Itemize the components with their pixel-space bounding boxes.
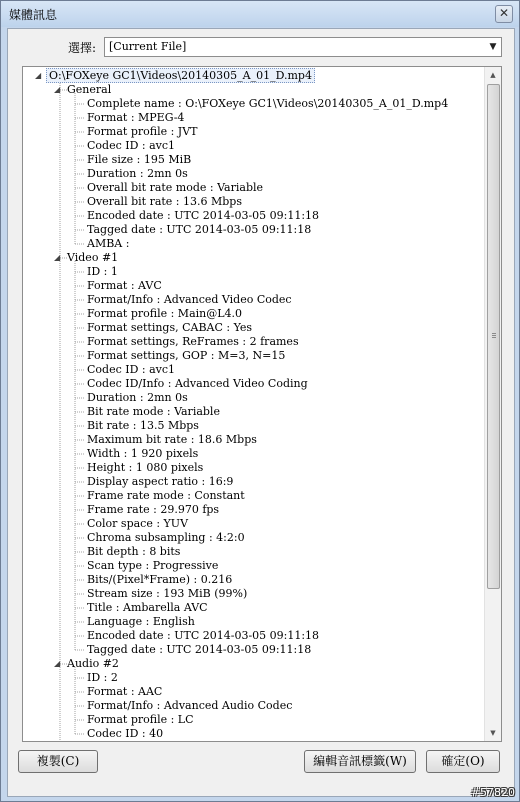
tree-item[interactable] xyxy=(87,643,311,656)
tree-item[interactable] xyxy=(87,335,299,348)
tree-item-label: Tagged date : UTC 2014-03-05 09:11:18 xyxy=(87,643,312,656)
tree-item[interactable] xyxy=(87,307,242,320)
tree-item[interactable] xyxy=(87,517,188,530)
tree-item-label: Codec ID : avc1 xyxy=(87,363,176,376)
tree-item-label: Encoded date : UTC 2014-03-05 09:11:18 xyxy=(87,209,320,222)
tree-item-label: File size : 195 MiB xyxy=(87,153,192,166)
tree-item-label: Format settings, ReFrames : 2 frames xyxy=(87,335,299,348)
tree-item[interactable] xyxy=(87,727,163,740)
tree-item-label: Stream size : 193 MiB (99%) xyxy=(87,587,248,600)
tree-item[interactable] xyxy=(87,181,263,194)
tree-item-label: Bits/(Pixel*Frame) : 0.216 xyxy=(87,573,233,586)
tree-root-label: O:\FOXeye GC1\Videos\20140305_A_01_D.mp4 xyxy=(46,68,315,83)
tree-item[interactable] xyxy=(87,139,175,152)
tree-item[interactable] xyxy=(87,111,184,124)
edit-audio-tags-button[interactable]: 編輯音訊標籤(W) xyxy=(304,750,416,773)
vertical-scrollbar[interactable] xyxy=(484,67,501,741)
tree-item-label: Format profile : Main@L4.0 xyxy=(87,307,243,320)
tree-item[interactable] xyxy=(87,475,233,488)
tree-section[interactable] xyxy=(67,657,119,670)
expand-section-icon[interactable]: ◢ xyxy=(54,253,61,262)
tree-item[interactable] xyxy=(87,433,257,446)
tree-item-label: Duration : 2mn 0s xyxy=(87,391,188,404)
tree-item[interactable] xyxy=(87,671,118,684)
tree-item[interactable] xyxy=(87,363,175,376)
tree-item[interactable] xyxy=(87,293,292,306)
tree-item-label: Format : MPEG-4 xyxy=(87,111,185,124)
tree-item-label: Format : AAC xyxy=(87,685,163,698)
tree-item[interactable] xyxy=(87,321,252,334)
tree-item-label: Overall bit rate mode : Variable xyxy=(87,181,264,194)
expand-section-icon[interactable]: ◢ xyxy=(54,659,61,668)
tree-item[interactable] xyxy=(87,601,208,614)
tree-item-label: Duration : 2mn 0s xyxy=(87,167,188,180)
tree-item[interactable] xyxy=(87,713,194,726)
tree-item[interactable] xyxy=(87,349,285,362)
expand-section-icon[interactable]: ◢ xyxy=(54,85,61,94)
chevron-down-icon[interactable]: ▼ xyxy=(489,42,497,52)
tree-item-label: Bit rate : 13.5 Mbps xyxy=(87,419,199,432)
expand-root-icon[interactable]: ◢ xyxy=(35,71,42,80)
close-button[interactable]: ✕ xyxy=(495,5,513,23)
tree-item-label: ID : 2 xyxy=(87,671,118,684)
tree-item-label: Display aspect ratio : 16:9 xyxy=(87,475,234,488)
tree-item-label: Maximum bit rate : 18.6 Mbps xyxy=(87,433,257,446)
file-select-dropdown[interactable] xyxy=(104,37,502,57)
scroll-up-arrow-icon[interactable]: ▲ xyxy=(490,71,496,79)
tree-item[interactable] xyxy=(87,461,203,474)
tree-item[interactable] xyxy=(87,503,219,516)
tree-item-label: Bit depth : 8 bits xyxy=(87,545,181,558)
tree-item-label: Codec ID/Info : Advanced Video Coding xyxy=(87,377,308,390)
tree-item-label: AMBA : xyxy=(87,237,130,250)
tree-item[interactable] xyxy=(87,279,162,292)
tree-item[interactable] xyxy=(87,195,242,208)
tree-item[interactable] xyxy=(87,405,220,418)
select-label: 選擇: xyxy=(68,41,97,55)
tree-item-label: Format settings, CABAC : Yes xyxy=(87,321,253,334)
tree-item[interactable] xyxy=(87,573,232,586)
window-title: 媒體訊息 xyxy=(9,8,58,22)
tree-item-label: Codec ID : avc1 xyxy=(87,139,176,152)
tree-item-label: Scan type : Progressive xyxy=(87,559,219,572)
tree-item[interactable] xyxy=(87,545,180,558)
tree-item-label: Complete name : O:\FOXeye GC1\Videos\20140305_A_01_D.mp4 xyxy=(87,97,449,110)
tree-item[interactable] xyxy=(87,223,311,236)
tree-item[interactable] xyxy=(87,615,195,628)
tree-root[interactable] xyxy=(46,69,315,82)
copy-button[interactable]: 複製(C) xyxy=(18,750,98,773)
tree-item-label: Encoded date : UTC 2014-03-05 09:11:18 xyxy=(87,629,320,642)
select-value: [Current File] xyxy=(109,40,187,53)
tree-item-label: Format profile : LC xyxy=(87,713,194,726)
title-bar[interactable] xyxy=(1,1,519,27)
tree-section-label: Audio #2 xyxy=(67,657,119,670)
tree-item[interactable] xyxy=(87,391,188,404)
tree-section[interactable] xyxy=(67,251,118,264)
tree-item-label: Tagged date : UTC 2014-03-05 09:11:18 xyxy=(87,223,312,236)
dialog-client-area xyxy=(7,28,515,797)
tree-item[interactable] xyxy=(87,629,319,642)
tree-item[interactable] xyxy=(87,167,188,180)
tree-item-label: Format settings, GOP : M=3, N=15 xyxy=(87,349,286,362)
scrollbar-thumb[interactable] xyxy=(487,84,500,589)
tree-item[interactable] xyxy=(87,265,118,278)
tree-item[interactable] xyxy=(87,685,162,698)
tree-item[interactable] xyxy=(87,125,198,138)
tree-item[interactable] xyxy=(87,587,247,600)
tree-item[interactable] xyxy=(87,377,308,390)
tree-item[interactable] xyxy=(87,237,129,250)
tree-section-label: Video #1 xyxy=(67,251,119,264)
tree-item[interactable] xyxy=(87,419,199,432)
tree-item[interactable] xyxy=(87,97,448,110)
watermark: #57820 xyxy=(470,786,515,799)
tree-item[interactable] xyxy=(87,447,198,460)
tree-item[interactable] xyxy=(87,531,245,544)
tree-item-label: Width : 1 920 pixels xyxy=(87,447,199,460)
media-info-tree[interactable] xyxy=(22,66,502,742)
tree-item-label: Bit rate mode : Variable xyxy=(87,405,220,418)
tree-item[interactable] xyxy=(87,559,218,572)
tree-item-label: Frame rate mode : Constant xyxy=(87,489,245,502)
tree-item-label: Overall bit rate : 13.6 Mbps xyxy=(87,195,242,208)
tree-item-label: Format : AVC xyxy=(87,279,162,292)
tree-item[interactable] xyxy=(87,699,292,712)
tree-item-label: Title : Ambarella AVC xyxy=(87,601,208,614)
tree-item-label: Color space : YUV xyxy=(87,517,189,530)
tree-item-label: Format/Info : Advanced Audio Codec xyxy=(87,699,293,712)
tree-section[interactable] xyxy=(67,83,111,96)
tree-item[interactable] xyxy=(87,209,319,222)
ok-button[interactable]: 確定(O) xyxy=(426,750,500,773)
tree-item-label: Chroma subsampling : 4:2:0 xyxy=(87,531,245,544)
tree-item-label: Format profile : JVT xyxy=(87,125,198,138)
tree-item-label: Height : 1 080 pixels xyxy=(87,461,204,474)
tree-item-label: Codec ID : 40 xyxy=(87,727,164,740)
tree-item[interactable] xyxy=(87,153,191,166)
tree-item-label: Format/Info : Advanced Video Codec xyxy=(87,293,292,306)
tree-section-label: General xyxy=(67,83,112,96)
tree-item-label: Language : English xyxy=(87,615,195,628)
tree-item-label: Frame rate : 29.970 fps xyxy=(87,503,220,516)
scroll-down-arrow-icon[interactable]: ▼ xyxy=(490,729,496,737)
tree-item-label: ID : 1 xyxy=(87,265,118,278)
tree-item[interactable] xyxy=(87,489,245,502)
